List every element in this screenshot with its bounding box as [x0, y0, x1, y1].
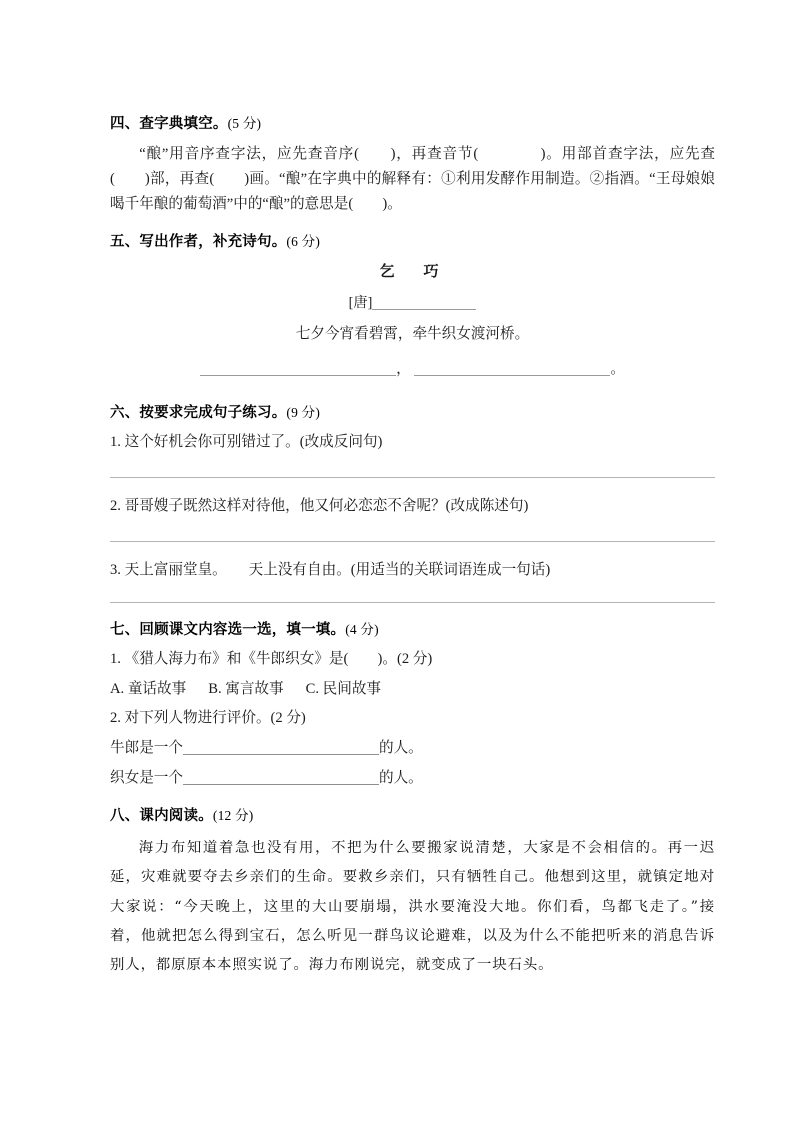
poem-blank-a[interactable]	[200, 375, 396, 376]
poem-comma: ，	[396, 361, 411, 378]
section-7-heading	[110, 618, 715, 639]
option-a[interactable]: A. 童话故事	[110, 680, 187, 697]
section-6-question-1: 1. 这个好机会你可别错过了。(改成反问句)	[110, 434, 383, 451]
section-5	[110, 230, 715, 378]
section-5-heading	[110, 230, 715, 251]
fill-1-blank[interactable]	[183, 754, 379, 755]
section-7-fill-1	[110, 737, 715, 760]
poem-author-blank[interactable]	[372, 309, 476, 310]
section-4-points: (5 分)	[227, 116, 262, 131]
section-7-question-2: 2. 对下列人物进行评价。(2 分)	[110, 710, 306, 727]
section-7-title: 七、回顾课文内容选一选，填一填。	[110, 622, 346, 639]
fill-1-suffix: 的人。	[378, 740, 423, 757]
section-6	[110, 401, 715, 603]
section-7-question-1: 1. 《猎人海力布》和《牛郎织女》是( )。(2 分)	[110, 651, 433, 668]
poem-line-2-blanks	[110, 357, 715, 378]
section-6-heading	[110, 401, 715, 422]
poem-block	[110, 260, 715, 378]
answer-rule-1[interactable]	[110, 477, 715, 478]
poem-author-line	[110, 292, 715, 312]
section-4	[110, 112, 715, 217]
section-7	[110, 618, 715, 791]
section-7-points: (4 分)	[345, 622, 379, 638]
section-4-heading	[110, 112, 715, 133]
section-6-question-2: 2. 哥哥嫂子既然这样对待他，他又何必恋恋不舍呢？(改成陈述句)	[110, 497, 529, 514]
section-8	[110, 804, 715, 981]
option-b[interactable]: B. 寓言故事	[208, 680, 284, 697]
fill-2-prefix: 织女是一个	[110, 770, 183, 787]
section-7-options	[110, 678, 715, 702]
poem-period: 。	[610, 361, 625, 378]
poem-line-1: 七夕今宵看碧霄，牵牛织女渡河桥。	[295, 326, 530, 343]
section-5-title: 五、写出作者，补充诗句。	[110, 234, 287, 251]
section-6-points: (9 分)	[286, 405, 321, 421]
reading-passage: 海力布知道着急也没有用，不把为什么要搬家说清楚，大家是不会相信的。再一迟延，灾难就要夺去乡亲们的生命。要救乡亲们，只有牺牲自己。他想到这里，就镇定地对大家说：“今天晚上，这里的大山要崩塌，洪水要淹没大地。你们看，鸟都飞走了。”接着，他就把怎么得到宝石，怎么听见一群鸟议论避难，以及为什么不能把听来的消息告诉别人，都原原本本照实说了。海力布刚说完，就变成了一块石头。	[110, 839, 715, 974]
section-8-title: 八、课内阅读。	[110, 807, 213, 824]
answer-rule-2[interactable]	[110, 541, 715, 542]
section-7-fill-2	[110, 767, 715, 790]
poem-title: 乞 巧	[379, 262, 446, 281]
section-6-title: 六、按要求完成句子练习。	[110, 405, 287, 422]
answer-rule-3[interactable]	[110, 602, 715, 603]
poem-dynasty: [唐]	[348, 295, 373, 312]
option-c[interactable]: C. 民间故事	[305, 680, 382, 697]
section-4-title: 四、查字典填空。	[110, 116, 228, 132]
fill-2-blank[interactable]	[183, 784, 379, 785]
fill-2-suffix: 的人。	[378, 770, 423, 787]
poem-blank-b[interactable]	[414, 375, 610, 376]
fill-1-prefix: 牛郎是一个	[110, 740, 183, 757]
section-5-points: (6 分)	[286, 234, 321, 250]
section-6-question-3: 3. 天上富丽堂皇。 天上没有自由。(用适当的关联词语连成一句话)	[110, 561, 551, 578]
section-8-points: (12 分)	[212, 807, 254, 823]
section-4-body: “酿”用音序查字法，应先查音序( )，再查音节( )。用部首查字法，应先查( )部，再查( )画。“酿”在字典中的解释有：①利用发酵作用制造。②指酒。“王母娘娘喝千年酿的葡萄酒”中的“酿”的意思是( )。	[110, 146, 715, 213]
section-8-heading	[110, 804, 715, 825]
